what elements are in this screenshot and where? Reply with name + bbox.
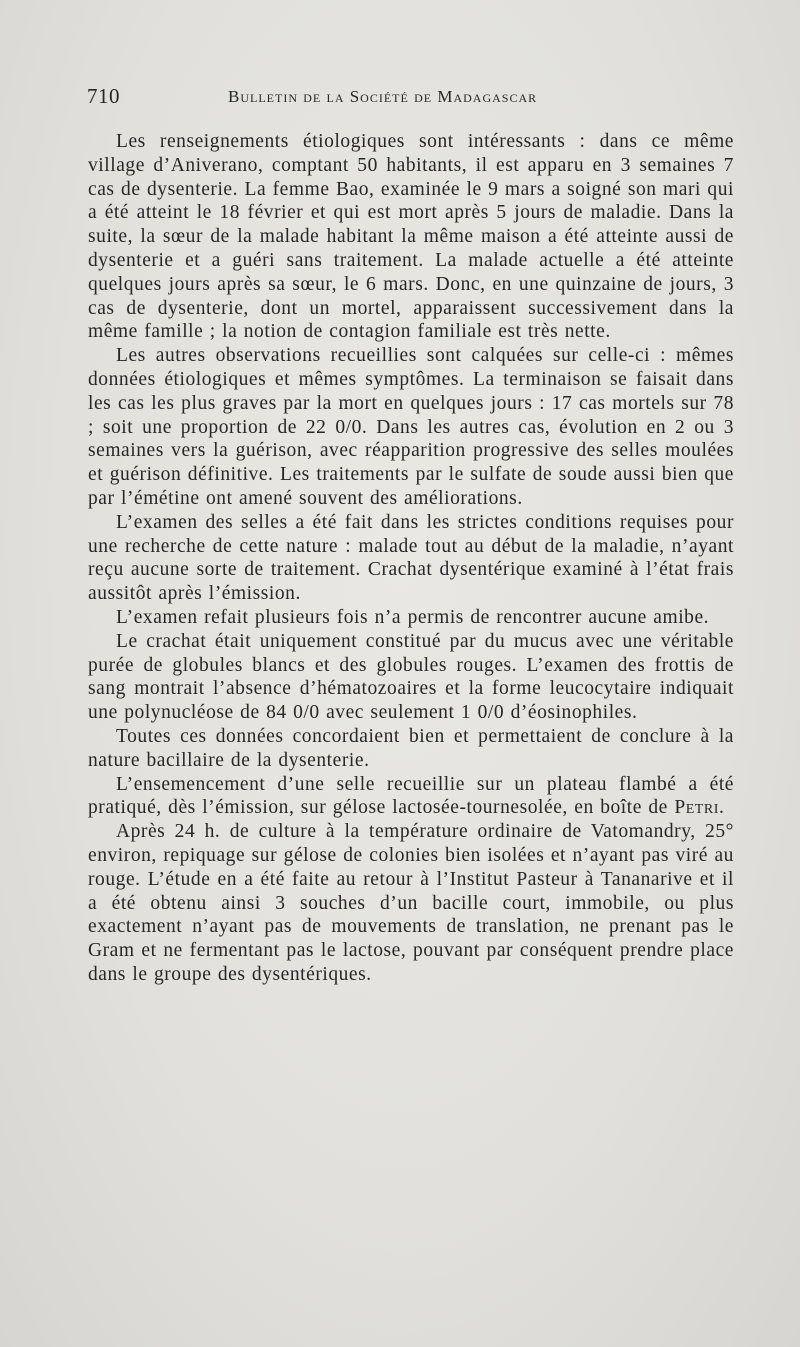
paragraph-results: Après 24 h. de culture à la température ordinaire de Vatomandry, 25° environ, repiquage sur gélose de colonies bien isolées et n’ayant pas viré au rouge. L’étude en a été faite au retour à l’Institut Pasteur à Tananarive et il a été obtenu ainsi 3 souches d’un bacille court, immobile, ou plus exactement n’ayant pas de mouvements de translation, ne prenant pas le Gram et ne fermentant pas le lactose, pouvant par conséquent prendre place dans le groupe des dysentériques. bbox=[88, 821, 734, 985]
page-number: 710 bbox=[87, 84, 120, 108]
paragraph-observations: Les autres observations recueillies sont calquées sur celle-ci : mêmes données étiologiques et mêmes symptômes. La terminaison se faisait dans les cas les plus graves par la mort en quelques jours : 17 cas mortels sur 78 ; soit une proportion de 22 0/0. Dans les autres cas, évolution en 2 ou 3 semaines vers la guérison, avec réapparition progressive des selles moulées et guérison définitive. Les traitements par le sulfate de soude aussi bien que par l’émétine ont amené souvent des améliorations. bbox=[88, 345, 734, 509]
paragraph-conclusion: Toutes ces données concordaient bien et permettaient de conclure à la nature bacillaire de la dysenterie. bbox=[88, 725, 734, 771]
paragraph-stool-exam: L’examen des selles a été fait dans les strictes conditions requises pour une recherche de cette nature : malade tout au début de la maladie, n’ayant reçu aucune sorte de traitement. Crachat dysentérique examiné à l’état frais aussitôt après l’émission. bbox=[88, 511, 734, 605]
paragraph-sputum: Le crachat était uniquement constitué par du mucus avec une véritable purée de globules blancs et des globules rouges. L’examen des frottis de sang montrait l’absence d’hématozoaires et la forme leucocytaire indiquait une polynucléose de 84 0/0 avec seulement 1 0/0 d’éosinophiles. bbox=[88, 630, 734, 724]
paragraph-amoeba: L’examen refait plusieurs fois n’a permis de rencontrer aucune amibe. bbox=[116, 606, 710, 628]
paragraph-culture bbox=[88, 773, 734, 821]
petri-name: Petri. bbox=[674, 797, 725, 819]
culture-text: L’ensemencement d’une selle recueillie sur un plateau flambé a été pratiqué, dès l’émission, sur gélose lactosée-tournesolée, en boîte de bbox=[88, 773, 734, 819]
body-text bbox=[88, 130, 734, 987]
page-header bbox=[87, 84, 710, 114]
paragraph-etiology: Les renseignements étiologiques sont intéressants : dans ce même village d’Aniverano, comptant 50 habitants, il est apparu en 3 semaines 7 cas de dysenterie. La femme Bao, examinée le 9 mars a soigné son mari qui a été atteint le 18 février et qui est mort après 5 jours de maladie. Dans la suite, la sœur de la malade habitant la même maison a été atteinte aussi de dysenterie et a guéri sans traitement. La malade actuelle a été atteinte quelques jours après sa sœur, le 6 mars. Donc, en une quinzaine de jours, 3 cas de dysenterie, dont un mortel, apparaissent successivement dans la même famille ; la notion de contagion familiale est très nette. bbox=[88, 131, 734, 343]
running-title: Bulletin de la Société de Madagascar bbox=[228, 87, 538, 106]
